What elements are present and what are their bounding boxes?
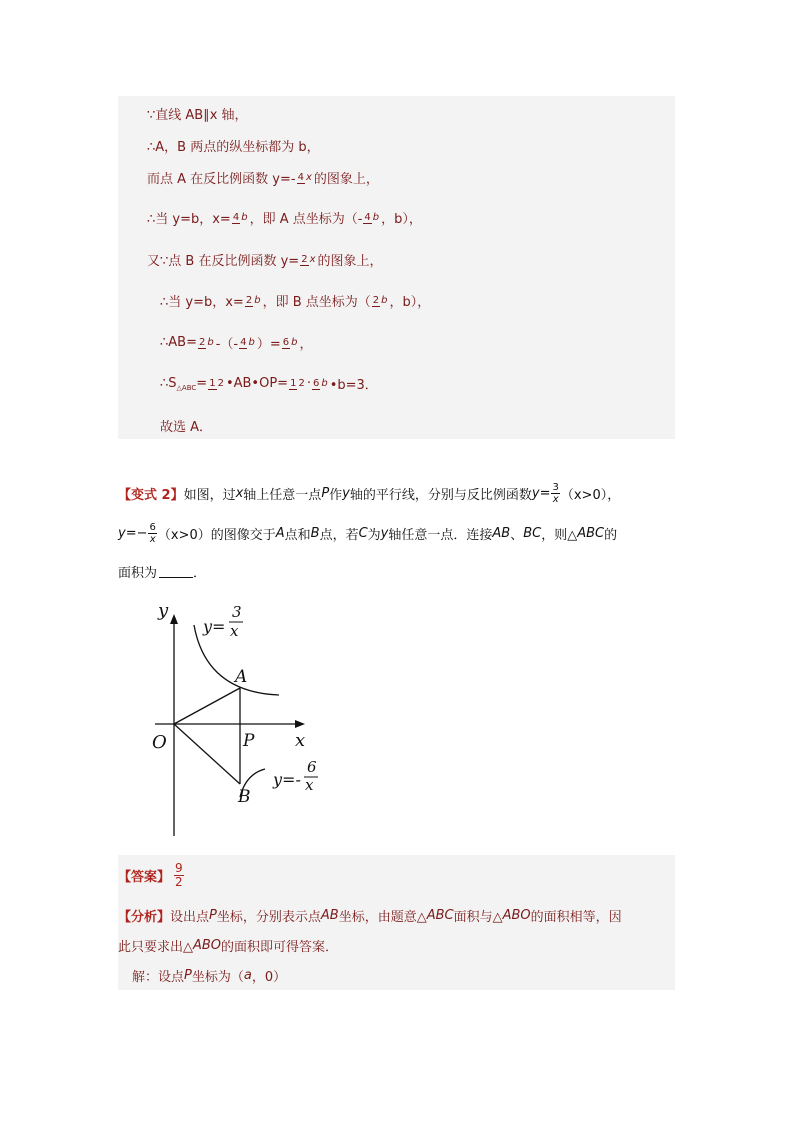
fraction-numerator: 1 xyxy=(209,377,216,389)
fraction xyxy=(372,295,389,307)
fraction-numerator: 4 xyxy=(232,211,240,223)
fraction-denominator: x xyxy=(305,171,312,183)
analysis-line-2 xyxy=(118,936,338,955)
fraction-numerator: 4 xyxy=(297,171,304,183)
fraction xyxy=(289,378,306,390)
math-var: y=− xyxy=(118,526,148,541)
solution-text: ∴S xyxy=(160,376,177,391)
math-var: x xyxy=(235,486,244,501)
problem-text: 如图，过 xyxy=(183,488,236,503)
solution-line-1 xyxy=(147,104,248,123)
math-var: y xyxy=(380,526,389,541)
solution-text: ）= xyxy=(256,337,281,352)
math-var: ABC xyxy=(426,908,454,923)
problem-text: 轴任意一点．连接 xyxy=(388,528,493,543)
fraction-denominator: b xyxy=(207,336,214,348)
math-var: C xyxy=(358,526,368,541)
math-var: ABO xyxy=(193,938,222,953)
fraction xyxy=(551,482,559,505)
y-axis-label: y xyxy=(158,600,169,621)
analysis-text: 坐标，分别表示点 xyxy=(216,910,321,925)
problem-line-1 xyxy=(118,482,620,505)
solution-text: ，即 B 点坐标为（ xyxy=(262,295,371,310)
math-var: AB xyxy=(320,908,339,923)
problem-text: ． xyxy=(193,566,207,581)
solution-text: ，b）， xyxy=(389,295,431,310)
fraction-denominator: b xyxy=(372,211,380,223)
fraction xyxy=(232,212,249,224)
math-var: P xyxy=(321,486,330,501)
analysis-text: 坐标为（ xyxy=(191,970,244,985)
solution-text: •b=3． xyxy=(329,378,378,393)
fraction-numerator: 4 xyxy=(240,336,247,348)
origin-label: O xyxy=(152,732,167,753)
solution-text: · xyxy=(306,376,311,391)
fraction-denominator: 2 xyxy=(298,377,305,389)
answer-tag: 【答案】 xyxy=(118,870,171,885)
analysis-text: 设出点 xyxy=(170,910,210,925)
fraction xyxy=(300,254,316,266)
answer-line xyxy=(118,862,185,889)
fraction-denominator: x xyxy=(309,253,316,265)
fraction-numerator: 6 xyxy=(282,336,290,348)
fraction xyxy=(239,337,256,349)
solution-text: ∴AB= xyxy=(160,335,197,350)
math-var: a xyxy=(243,968,252,983)
math-var: BC xyxy=(523,526,542,541)
problem-text: 、 xyxy=(510,528,524,543)
fraction-denominator: 2 xyxy=(217,377,224,389)
analysis-text: 解：设点 xyxy=(132,970,185,985)
solution-text: 又∵点 B 在反比例函数 y= xyxy=(147,254,300,269)
fraction-denominator: 2 xyxy=(175,875,183,889)
x-axis-arrow xyxy=(295,720,305,728)
fraction-numerator: 2 xyxy=(245,294,253,306)
solution-text: 而点 A 在反比例函数 y=- xyxy=(147,172,296,187)
solution-line-6 xyxy=(160,291,430,310)
solution-text: 的图象上， xyxy=(313,172,379,187)
fraction xyxy=(363,212,380,224)
segment-ob xyxy=(174,724,240,784)
solution-text: ，即 A 点坐标为（- xyxy=(249,212,363,227)
function-1-numerator: 3 xyxy=(232,603,242,621)
analysis-text: ，0） xyxy=(251,970,287,985)
solution-line-3 xyxy=(147,168,379,187)
fraction-denominator: b xyxy=(241,211,248,223)
solution-line-8 xyxy=(160,374,378,393)
problem-text: （x>0）的图像交于 xyxy=(157,528,276,543)
solution-text: ∴当 y=b，x= xyxy=(160,295,244,310)
analysis-text: 面积与△ xyxy=(453,910,503,925)
problem-line-3 xyxy=(118,562,206,581)
solution-text: ∴A，B 两点的纵坐标都为 b， xyxy=(147,140,320,155)
math-var: y xyxy=(342,486,350,501)
fraction-numerator: 1 xyxy=(290,377,297,389)
math-var: AB xyxy=(492,526,511,541)
solution-text: 故选 A． xyxy=(160,420,213,435)
problem-text: 轴的平行线，分别与反比例函数 xyxy=(349,488,532,503)
math-var: y= xyxy=(531,486,551,501)
point-b-label: B xyxy=(238,787,251,807)
segment-oa xyxy=(174,688,240,724)
solution-line-4 xyxy=(147,208,422,227)
solution-text: •AB•OP= xyxy=(225,376,289,391)
fraction-numerator: 2 xyxy=(301,253,308,265)
fraction xyxy=(245,295,262,307)
problem-text: ，则△ xyxy=(541,528,578,543)
fraction xyxy=(312,378,329,390)
y-axis-arrow xyxy=(170,614,178,624)
analysis-text: 的面积即可得答案． xyxy=(221,940,339,955)
answer-fraction xyxy=(174,862,184,889)
subscript: △ABC xyxy=(176,383,197,392)
analysis-text: 的面积相等，因 xyxy=(530,910,622,925)
solution-line-9 xyxy=(160,416,212,435)
fraction-numerator: 6 xyxy=(149,522,156,533)
fraction xyxy=(208,378,225,390)
x-axis-label: x xyxy=(295,730,306,751)
math-var: ABO xyxy=(502,908,531,923)
math-var: A xyxy=(275,526,285,541)
fraction-denominator: x xyxy=(552,494,559,505)
analysis-line-1 xyxy=(118,906,622,925)
fraction-numerator: 3 xyxy=(552,482,559,493)
fraction-denominator: b xyxy=(381,294,388,306)
problem-line-2 xyxy=(118,522,617,545)
function-2-label: y=- xyxy=(273,770,301,789)
fraction-numerator: 2 xyxy=(372,294,380,306)
solution-text: -（- xyxy=(215,337,239,352)
analysis-tag: 【分析】 xyxy=(118,910,171,925)
solution-line-2 xyxy=(147,136,320,155)
solution-start-line xyxy=(132,966,286,985)
fraction-numerator: 9 xyxy=(175,861,183,875)
solution-text: = xyxy=(196,376,208,391)
analysis-text: 坐标，由题意△ xyxy=(338,910,427,925)
fraction xyxy=(148,522,156,545)
function-1-label: y= xyxy=(203,617,226,636)
fraction-denominator: b xyxy=(291,336,298,348)
problem-text: 为 xyxy=(367,528,381,543)
problem-text: 轴上任意一点 xyxy=(243,488,322,503)
solution-text: ， xyxy=(299,337,313,352)
problem-text: 作 xyxy=(329,488,343,503)
math-var: P xyxy=(209,908,217,923)
function-graph xyxy=(140,596,340,841)
problem-text: 的 xyxy=(604,528,618,543)
math-var: ABC xyxy=(577,526,605,541)
fraction xyxy=(198,337,215,349)
solution-text: ∴当 y=b，x= xyxy=(147,212,231,227)
fraction-denominator: x xyxy=(149,534,156,545)
function-1-denominator: x xyxy=(230,622,239,640)
problem-text: 点和 xyxy=(284,528,311,543)
fraction xyxy=(282,337,299,349)
solution-text: ∵直线 AB∥x 轴， xyxy=(147,108,248,123)
function-2-denominator: x xyxy=(305,776,314,794)
answer-blank xyxy=(159,565,193,578)
function-2-numerator: 6 xyxy=(307,758,317,776)
solution-line-7 xyxy=(160,333,313,352)
math-var: P xyxy=(184,968,192,983)
problem-text: （x>0）， xyxy=(560,488,621,503)
analysis-text: 此只要求出△ xyxy=(118,940,193,955)
problem-text: 面积为 xyxy=(118,566,158,581)
fraction-denominator: b xyxy=(254,294,261,306)
problem-tag: 【变式 2】 xyxy=(118,488,184,503)
fraction-numerator: 4 xyxy=(364,211,371,223)
point-a-label: A xyxy=(235,667,248,687)
solution-text: 的图象上， xyxy=(317,254,383,269)
math-var: B xyxy=(310,526,320,541)
fraction-denominator: b xyxy=(248,336,255,348)
solution-line-5 xyxy=(147,250,383,269)
fraction-numerator: 2 xyxy=(198,336,206,348)
fraction-denominator: b xyxy=(321,377,328,389)
point-p-label: P xyxy=(243,731,255,751)
fraction xyxy=(297,172,313,184)
problem-text: 点，若 xyxy=(319,528,359,543)
solution-text: ，b）， xyxy=(381,212,422,227)
fraction-numerator: 6 xyxy=(312,377,320,389)
